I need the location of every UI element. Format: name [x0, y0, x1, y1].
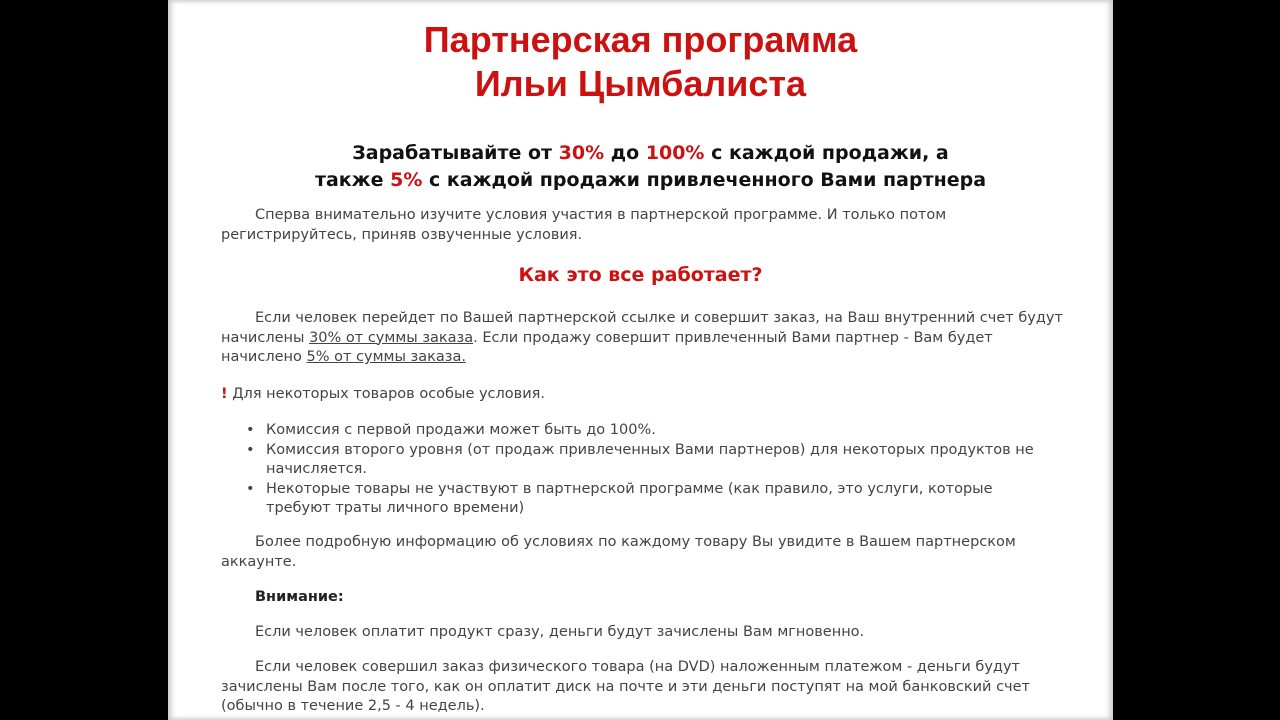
- list-item: [221, 480, 1061, 519]
- commission-5-underlined: 5% от суммы заказа.: [306, 349, 466, 365]
- how-text: . Если продажу совершит привлеченный Вами партнер - Вам будет начислено: [221, 329, 993, 365]
- list-item-text: Некоторые товары не участвуют в партнерской программе (как правило, это услуги, которые требуют траты личного времени): [266, 480, 993, 516]
- letterbox-left: [0, 0, 168, 720]
- more-info-paragraph: Более подробную информацию об условиях по каждому товару Вы увидите в Вашем партнерском аккаунте.: [221, 534, 1016, 570]
- letterbox-right: [1113, 0, 1280, 720]
- how-it-works-heading: Как это все работает?: [518, 264, 763, 286]
- document-page: [168, 0, 1113, 720]
- conditions-list: [221, 421, 1061, 519]
- bullet-icon: •: [246, 422, 255, 438]
- subtitle-text: с каждой продажи привлеченного Вами партнера: [422, 169, 987, 191]
- page-title-line1: Партнерская программа: [423, 19, 858, 60]
- subtitle-text: Зарабатывайте от: [352, 142, 559, 164]
- subtitle-pct-max: 100%: [645, 142, 705, 164]
- subtitle-text: до: [604, 142, 646, 164]
- page-subtitle: [228, 140, 1073, 194]
- how-it-works-paragraph: [221, 309, 1066, 368]
- special-conditions-text: Для некоторых товаров особые условия.: [227, 386, 545, 402]
- cod-payment-paragraph: Если человек совершил заказ физического товара (на DVD) наложенным платежом - деньги будут зачислены Вам после того, как он оплатит диск на почте и эти деньги поступят на мой банковский счет (обычно в течение 2,5 - 4 недель).: [221, 659, 1030, 714]
- intro-paragraph: Сперва внимательно изучите условия участия в партнерской программе. И только потом регистрируйтесь, приняв озвученные условия.: [221, 207, 947, 243]
- page-title: [168, 18, 1113, 106]
- list-item: [221, 441, 1061, 480]
- instant-payment-paragraph: Если человек оплатит продукт сразу, деньги будут зачислены Вам мгновенно.: [255, 624, 865, 640]
- list-item-text: Комиссия с первой продажи может быть до 100%.: [266, 422, 656, 438]
- attention-heading: Внимание:: [255, 589, 344, 605]
- subtitle-pct-min: 30%: [558, 142, 605, 164]
- subtitle-text: с каждой продажи, а: [704, 142, 949, 164]
- subtitle-text: также: [314, 169, 391, 191]
- subtitle-pct-partner: 5%: [390, 169, 423, 191]
- bullet-icon: •: [246, 441, 255, 458]
- how-text: Если человек перейдет по Вашей партнерской ссылке и совершит заказ, на Ваш внутренний счет будут начислены: [221, 310, 1063, 346]
- list-item-text: Комиссия второго уровня (от продаж привлеченных Вами партнеров) для некоторых продуктов не начисляется.: [266, 441, 1034, 477]
- commission-30-underlined: 30% от суммы заказа: [309, 329, 474, 346]
- bullet-icon: •: [246, 480, 255, 497]
- list-item: [221, 421, 1061, 441]
- special-conditions-note: [221, 385, 1066, 405]
- exclamation-icon: !: [221, 386, 228, 402]
- page-title-line2: Ильи Цымбалиста: [474, 63, 807, 104]
